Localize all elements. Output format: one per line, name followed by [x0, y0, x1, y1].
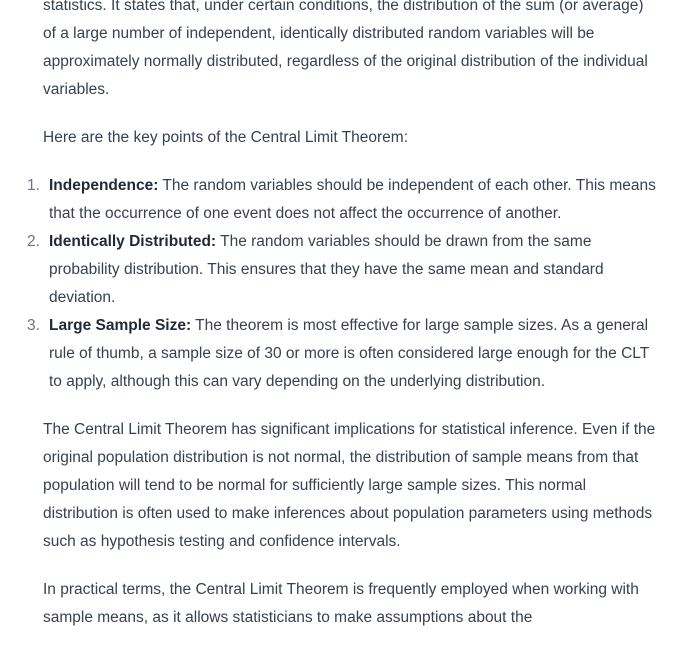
practical-paragraph: In practical terms, the Central Limit Theorem is frequently employed when working with sample means, as it allows statisticians to make assumptions about the	[43, 581, 639, 626]
point-term: Identically Distributed:	[49, 233, 217, 250]
list-number: 1.	[27, 177, 40, 194]
list-item	[27, 228, 658, 312]
point-term: Independence:	[49, 177, 159, 194]
implications-paragraph: The Central Limit Theorem has significant implications for statistical inference. Even if the original population distribution is not normal, the distribution of sample means from that population will tend to be normal for sufficiently large sample sizes. This normal distribution is often used to make inferences about population parameters using methods such as hypothesis testing and confidence intervals.	[43, 421, 656, 550]
point-text: The random variables should be independent of each other. This means that the occurrence of one event does not affect the occurrence of another.	[49, 177, 656, 222]
list-item	[27, 312, 658, 396]
point-text: The random variables should be drawn from the same probability distribution. This ensures that they have the same mean and standard deviation.	[49, 233, 604, 306]
intro-paragraph: statistics. It states that, under certain conditions, the distribution of the sum (or average) of a large number of independent, identically distributed random variables will be approximately normally distributed, regardless of the original distribution of the individual variables.	[43, 0, 648, 98]
list-number: 2.	[27, 233, 40, 250]
key-points-list	[27, 172, 658, 396]
list-number: 3.	[27, 317, 40, 334]
point-text: The theorem is most effective for large sample sizes. As a general rule of thumb, a sample size of 30 or more is often considered large enough for the CLT to apply, although this can vary depending on the underlying distribution.	[49, 317, 649, 390]
list-item	[27, 172, 658, 228]
response-content	[27, 0, 658, 652]
lead-in-paragraph: Here are the key points of the Central Limit Theorem:	[43, 129, 408, 146]
point-term: Large Sample Size:	[49, 317, 192, 334]
